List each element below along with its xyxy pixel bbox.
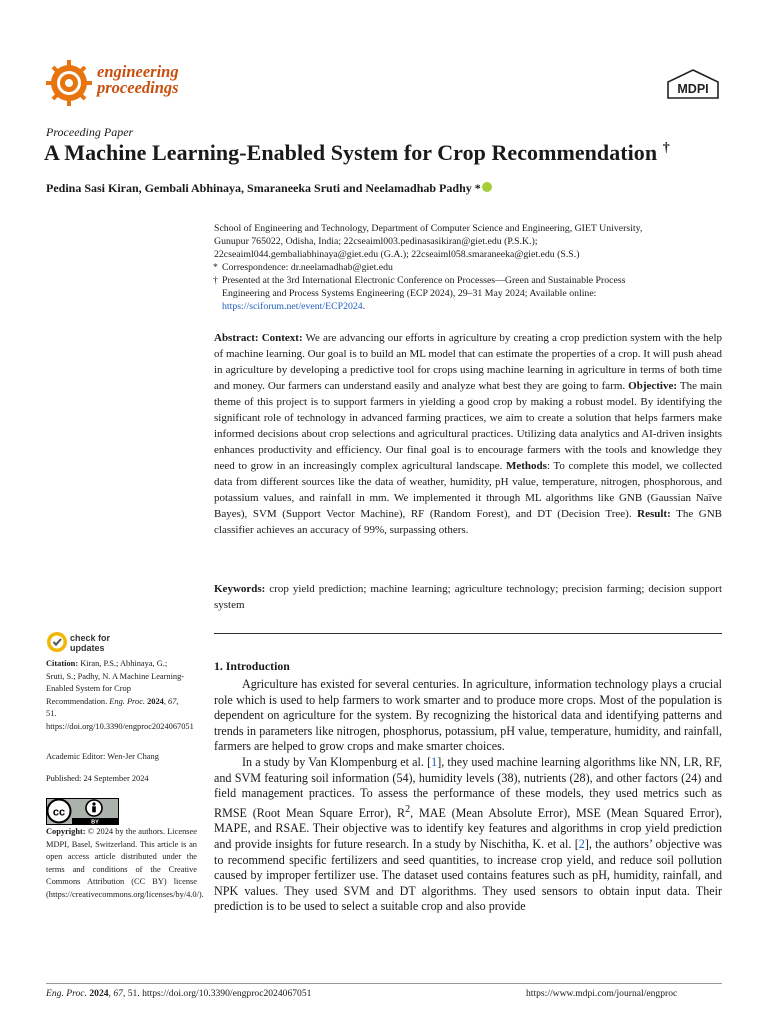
check-for-updates-badge[interactable] bbox=[46, 631, 126, 655]
check-updates-icon bbox=[46, 631, 68, 653]
affiliation-line: School of Engineering and Technology, Department of Computer Science and Engineering, GIET University, bbox=[214, 223, 643, 234]
keywords-text: crop yield prediction; machine learning; agriculture technology; precision farming; decision support system bbox=[214, 583, 722, 611]
objective-label: Objective: bbox=[628, 380, 678, 392]
copyright-text: © 2024 by the authors. Licensee MDPI, Basel, Switzerland. This article is an open access article distributed under the terms and conditions of the Creative Commons Attribution (CC BY) license (https://creativecommons.org/licenses/by/4.0/). bbox=[46, 827, 204, 899]
publisher-name: MDPI bbox=[677, 82, 709, 96]
abstract bbox=[214, 330, 722, 538]
citation-volume: 67 bbox=[168, 696, 177, 706]
correspondence-text: Correspondence: dr.neelamadhab@giet.edu bbox=[222, 262, 393, 273]
check-updates-line1: check for bbox=[70, 633, 111, 643]
reference-link[interactable]: 2 bbox=[578, 836, 585, 851]
footer-journal: Eng. Proc. bbox=[46, 988, 87, 999]
copyright bbox=[46, 826, 204, 902]
cc-by-license-icon[interactable] bbox=[46, 798, 119, 825]
author-list bbox=[46, 181, 492, 196]
footer-year: 2024 bbox=[89, 988, 109, 999]
result-text: The GNB classifier achieves an accuracy of 99%, surpassing others. bbox=[214, 508, 722, 536]
footer-citation: Eng. Proc. 2024, 67, 51. https://doi.org/10.3390/engproc2024067051 bbox=[46, 988, 312, 999]
title-footnote-mark: † bbox=[662, 140, 670, 156]
context-label: Context: bbox=[261, 332, 303, 344]
journal-url[interactable]: https://www.mdpi.com/journal/engproc bbox=[526, 988, 678, 999]
presented-text-1: Presented at the 3rd International Electronic Conference on Processes—Green and Sustainable Process bbox=[222, 275, 626, 286]
mdpi-logo-icon bbox=[665, 69, 721, 99]
paper-type: Proceeding Paper bbox=[46, 125, 134, 139]
introduction-body bbox=[214, 677, 722, 915]
academic-editor: Academic Editor: Wen-Jer Chang bbox=[46, 752, 159, 761]
methods-label: Methods bbox=[505, 460, 547, 472]
published-date: Published: 24 September 2024 bbox=[46, 774, 149, 783]
keywords-label: Keywords: bbox=[214, 583, 266, 595]
copyright-label: Copyright: bbox=[46, 827, 86, 836]
journal-name bbox=[97, 64, 179, 96]
superscript: 2 bbox=[405, 803, 411, 815]
paragraph bbox=[214, 755, 722, 915]
paragraph-text: , MAE (Mean Absolute Error), MSE (Mean Squared Error), MAPE, and RSAE. Their objective was to identify key features and algorithms in crop yield prediction and provide insights for future research. In a study by Nischitha, K. et al. [ bbox=[214, 805, 722, 851]
citation-year: 2024 bbox=[147, 696, 164, 706]
conference-link[interactable]: https://sciforum.net/event/ECP2024 bbox=[222, 301, 363, 312]
citation: Citation: Kiran, P.S.; Abhinaya, G.; Sruti, S.; Padhy, N. A Machine Learning-Enabled System for Crop Recommendation. Eng. Proc. 2024, 67, 51. https://doi.org/10.3390/engproc2024067051 bbox=[46, 659, 194, 731]
paragraph-text: ], the authors’ objective was to recommend specific fertilizers and seed quantities, to increase crop yield, and reduce soil pollution caused by improper fertilizer use. The dataset used contains features such as pH, humidity, rainfall, and NPK values. They used SVM and DT algorithms. They used sensors to obtain input data. Their prediction is to be used to select a suitable crop and also provide bbox=[214, 836, 722, 914]
footer-divider bbox=[46, 983, 722, 984]
methods-text: : To complete this model, we collected data from different sources like the data of weather, humidity, pH value, temperature, nitrogen, phosphorous, and potassium values, and rainfall in mm. We implemented it through ML algorithms like GNB (Gaussian Naïve Bayes), SVM (Support Vector Machine), RF (Random Forest), and DT (Decision Tree). bbox=[214, 460, 722, 520]
context-text: We are advancing our efforts in agriculture by creating a crop prediction system with the help of machine learning. Our goal is to build an ML model that can estimate the properties of a crop. It will push ahead in agriculture by developing a predictive tool for crops using machine learning in agriculture in terms of both time and money. Our farmers can understand easily and analyze what best they are going to farm. bbox=[214, 332, 722, 392]
correspondence-mark: * bbox=[213, 262, 218, 273]
paper-title bbox=[44, 140, 670, 166]
citation-text: Kiran, P.S.; Abhinaya, G.; Sruti, S.; Padhy, N. A Machine Learning-Enabled System for Crop Recommendation. bbox=[46, 659, 185, 706]
affiliations bbox=[214, 222, 724, 313]
result-label: Result: bbox=[637, 508, 671, 520]
orcid-icon[interactable] bbox=[482, 182, 492, 192]
reference-link[interactable]: 1 bbox=[431, 754, 438, 769]
title-text: A Machine Learning-Enabled System for Crop Recommendation bbox=[44, 140, 658, 165]
dagger-mark: † bbox=[213, 275, 218, 286]
affiliation-line: Gunupur 765022, Odisha, India; 22cseaiml003.pedinasasikiran@giet.edu (P.S.K.); bbox=[214, 236, 538, 247]
footer-volume: 67 bbox=[113, 988, 123, 999]
presented-text-2: Engineering and Process Systems Engineering (ECP 2024), 29–31 May 2024; Available online: bbox=[222, 288, 597, 299]
footer-doi: , 51. https://doi.org/10.3390/engproc2024067051 bbox=[122, 988, 312, 999]
check-updates-line2: updates bbox=[70, 643, 105, 653]
journal-name-line1: engineering bbox=[97, 62, 179, 81]
section-divider bbox=[214, 633, 722, 634]
check-updates-text bbox=[70, 633, 110, 653]
section-heading: 1. Introduction bbox=[214, 659, 290, 673]
paragraph-text: ], they used machine learning algorithms like NN, LR, RF, and SVM featuring soil information (54), humidity levels (38), nutrients (28), and other factors (24) and field management practices. To assess the performance of these models, they used metrics such as RMSE (Root Mean Square Error), R bbox=[214, 754, 722, 820]
keywords bbox=[214, 581, 722, 613]
journal-logo-icon bbox=[44, 58, 94, 108]
authors-text: Pedina Sasi Kiran, Gembali Abhinaya, Smaraneeka Sruti and Neelamadhab Padhy * bbox=[46, 181, 481, 195]
citation-journal: Eng. Proc. bbox=[109, 696, 146, 706]
citation-label: Citation: bbox=[46, 659, 79, 668]
cc-by-label: BY bbox=[91, 819, 99, 825]
affiliation-line: 22cseaiml044.gembaliabhinaya@giet.edu (G.A.); 22cseaiml058.smaraneeka@giet.edu (S.S.) bbox=[214, 249, 580, 260]
abstract-label: Abstract: bbox=[214, 332, 259, 344]
presented-note bbox=[214, 274, 724, 313]
correspondence bbox=[214, 261, 724, 274]
paragraph: Agriculture has existed for several centuries. In agriculture, information technology plays a crucial role which is used to help farmers to work smarter and to produce more crops. Most of the population is dependent on agriculture for the system. By recognizing the historical data and identifying patterns and trends in parameters like nitrogen, phosphorus, potassium, pH value, temperature, humidity, and rainfall, farmers are helped to grow crops and make smarter choices. bbox=[214, 677, 722, 754]
objective-text: The main theme of this project is to support farmers in yielding a good crop by making a robust model. By identifying the significant role of technology in advanced farming practices, we aim to create a solution that helps farmers make informed decisions about crop selections and agricultural practices. Utilizing data analytics and AI-driven insights enhances productivity and efficiency. Our final goal is to encourage farmers with the tools and knowledge they need to grow in an increasingly complex agricultural landscape. bbox=[214, 380, 722, 472]
citation-doi: , 51. https://doi.org/10.3390/engproc2024067051 bbox=[46, 696, 194, 731]
svg-text:cc: cc bbox=[52, 806, 66, 819]
presented-end: . bbox=[362, 301, 366, 312]
paragraph-text: In a study by Van Klompenburg et al. [ bbox=[242, 754, 432, 769]
journal-name-line2: proceedings bbox=[97, 78, 179, 97]
